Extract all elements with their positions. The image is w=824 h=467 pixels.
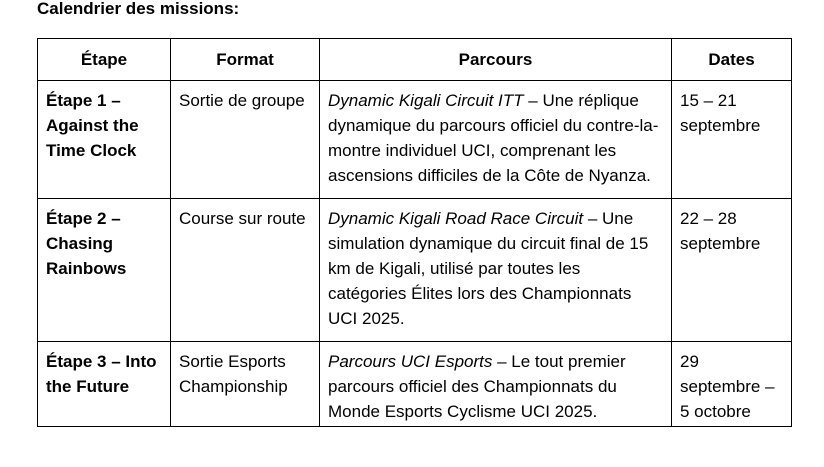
course-description: – Le tout premier parcours officiel des Championnats du Monde Esports Cyclisme UCI 2025.	[328, 352, 626, 421]
header-format: Format	[171, 39, 320, 81]
course-description: – Une simulation dynamique du circuit final de 15 km de Kigali, utilisé par toutes les catégories Élites lors des Championnats UCI 2025.	[328, 209, 649, 328]
cell-etape	[38, 342, 171, 427]
cell-dates: 29 septembre – 5 octobre	[672, 342, 792, 427]
table-row	[38, 199, 792, 342]
cell-dates: 15 – 21 septembre	[672, 81, 792, 199]
missions-table	[37, 38, 792, 427]
header-etape: Étape	[38, 39, 171, 81]
cell-dates: 22 – 28 septembre	[672, 199, 792, 342]
course-name: Dynamic Kigali Road Race Circuit	[328, 209, 584, 228]
cell-parcours	[320, 342, 672, 427]
table-row	[38, 81, 792, 199]
section-heading: Calendrier des missions:	[37, 0, 240, 18]
table-row	[38, 342, 792, 427]
cell-etape	[38, 81, 171, 199]
stage-name: Étape 3 – Into the Future	[46, 352, 157, 396]
stage-name: Étape 1 – Against the Time Clock	[46, 91, 139, 160]
header-row	[38, 39, 792, 81]
cell-parcours	[320, 199, 672, 342]
course-name: Dynamic Kigali Circuit ITT	[328, 91, 524, 110]
header-parcours: Parcours	[320, 39, 672, 81]
cell-format: Sortie Esports Championship	[171, 342, 320, 427]
cell-format: Sortie de groupe	[171, 81, 320, 199]
course-name: Parcours UCI Esports	[328, 352, 493, 371]
stage-name: Étape 2 – Chasing Rainbows	[46, 209, 127, 278]
cell-parcours	[320, 81, 672, 199]
course-description: – Une réplique dynamique du parcours officiel du contre-la-montre individuel UCI, comprenant les ascensions difficiles de la Côte de Nyanza.	[328, 91, 659, 185]
cell-format: Course sur route	[171, 199, 320, 342]
header-dates: Dates	[672, 39, 792, 81]
cell-etape	[38, 199, 171, 342]
